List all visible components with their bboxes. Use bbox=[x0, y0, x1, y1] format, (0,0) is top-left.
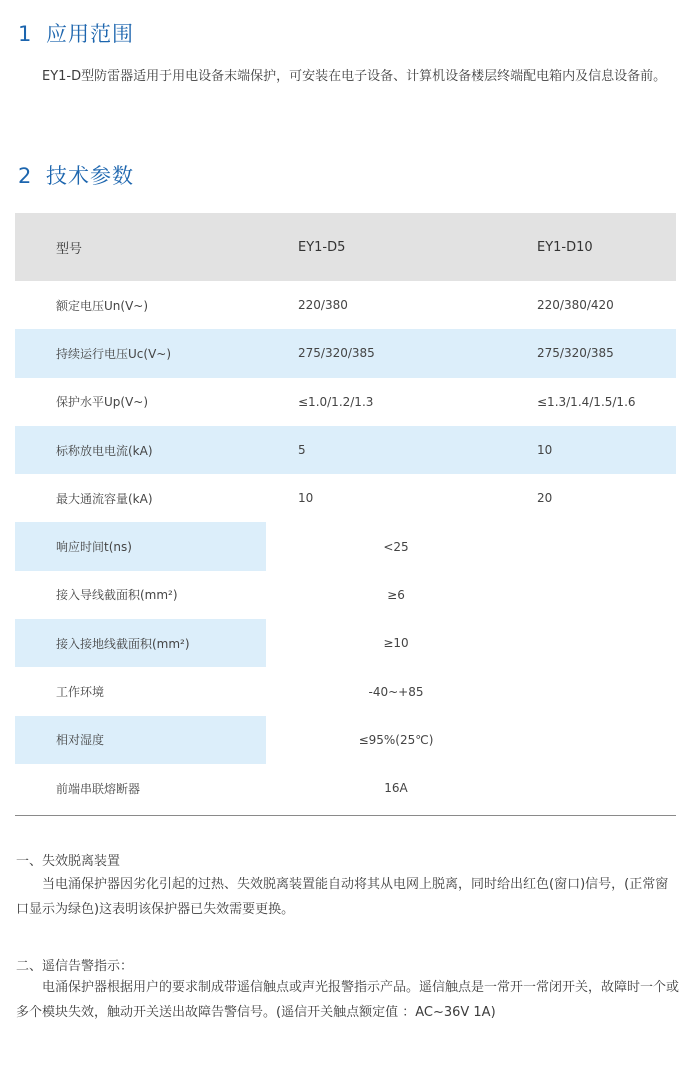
row-value-d5: 220/380 bbox=[298, 298, 348, 313]
table-row bbox=[15, 426, 676, 474]
note-body-remote-alarm: 电涌保护器根据用户的要求制成带遥信触点或声光报警指示产品。遥信触点是一常开一常闭开关，故障时一个或多个模块失效，触动开关送出故障告警信号。(遥信开关触点额定值 ：AC~36V 1A) bbox=[16, 980, 680, 1020]
section-number: 1 bbox=[18, 22, 33, 46]
note-title-failure-disconnect: 一、失效脱离装置 bbox=[16, 854, 121, 869]
row-value-merged: <25 bbox=[383, 539, 409, 554]
row-value-d10: 20 bbox=[537, 491, 553, 506]
row-label: 标称放电电流(kA) bbox=[15, 426, 266, 474]
note-title-remote-alarm: 二、遥信告警指示： bbox=[16, 959, 134, 974]
row-label: 工作环境 bbox=[56, 685, 105, 700]
section-heading-scope bbox=[18, 18, 134, 48]
table-row bbox=[15, 619, 676, 667]
row-label: 接入导线截面积(mm²) bbox=[56, 588, 178, 603]
table-row bbox=[15, 281, 676, 329]
row-value-d5: 10 bbox=[298, 491, 314, 506]
row-value-d5: 5 bbox=[266, 426, 505, 474]
row-label: 持续运行电压Uc(V~) bbox=[15, 329, 266, 377]
table-row bbox=[15, 378, 676, 426]
section-heading-params bbox=[18, 160, 134, 190]
table-row bbox=[15, 329, 676, 377]
note-body-failure-disconnect: 当电涌保护器因劣化引起的过热、失效脱离装置能自动将其从电网上脱离，同时给出红色(窗口)信号，(正常窗口显示为绿色)这表明该保护器已失效需要更换。 bbox=[16, 877, 669, 917]
row-label: 前端串联熔断器 bbox=[56, 781, 141, 796]
row-value-d10: 10 bbox=[505, 426, 676, 474]
table-row bbox=[15, 716, 676, 764]
row-value-merged: ≤95%(25℃) bbox=[358, 732, 434, 747]
header-cell-d5: EY1-D5 bbox=[266, 213, 505, 281]
row-value-d10: 275/320/385 bbox=[505, 329, 676, 377]
header-cell-model: 型号 bbox=[15, 213, 266, 281]
row-value-d10: 220/380/420 bbox=[537, 298, 614, 313]
row-label: 保护水平Up(V~) bbox=[56, 395, 149, 410]
section-number: 2 bbox=[18, 164, 33, 188]
table-row bbox=[15, 522, 676, 570]
table-row bbox=[15, 764, 676, 812]
scope-paragraph: EY1-D型防雷器适用于用电设备末端保护，可安装在电子设备、计算机设备楼层终端配电箱内及信息设备前。 bbox=[42, 69, 667, 84]
section-title: 应用范围 bbox=[46, 22, 134, 46]
row-label: 额定电压Un(V~) bbox=[56, 298, 149, 313]
table-header-row bbox=[15, 213, 676, 281]
row-value-merged: -40~+85 bbox=[368, 684, 424, 699]
row-value-d5: 275/320/385 bbox=[266, 329, 505, 377]
row-value-merged: ≥6 bbox=[387, 587, 405, 602]
row-value-merged: 16A bbox=[384, 781, 408, 796]
row-value-merged: ≥10 bbox=[383, 636, 409, 651]
spec-table bbox=[15, 213, 676, 812]
divider bbox=[15, 815, 676, 816]
row-label: 响应时间t(ns) bbox=[15, 522, 266, 570]
row-label: 最大通流容量(kA) bbox=[56, 491, 153, 506]
row-label: 接入接地线截面积(mm²) bbox=[15, 619, 266, 667]
table-row bbox=[15, 474, 676, 522]
header-cell-d10: EY1-D10 bbox=[505, 213, 676, 281]
section-title: 技术参数 bbox=[46, 164, 134, 188]
row-value-d5: ≤1.0/1.2/1.3 bbox=[298, 394, 374, 409]
table-row bbox=[15, 571, 676, 619]
table-row bbox=[15, 667, 676, 715]
row-label: 相对湿度 bbox=[15, 716, 266, 764]
row-value-d10: ≤1.3/1.4/1.5/1.6 bbox=[537, 394, 636, 409]
